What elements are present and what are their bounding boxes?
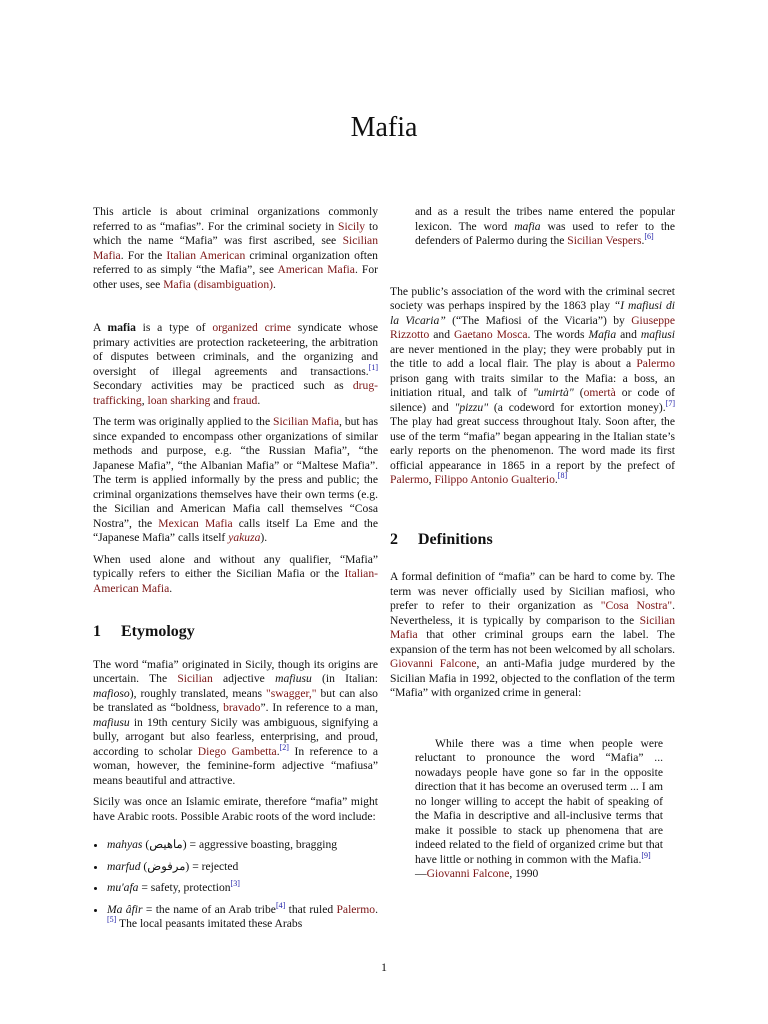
list-continuation: and as a result the tribes name entered the popular lexicon. The word mafia was used to refer to the defenders of Palermo during the Sicilian Vespers.[6] [415, 205, 675, 247]
hatnote: This article is about criminal organizations commonly referred to as “mafias”. For the criminal society in Sicily to which the name “Mafia” was first ascribed, see Sicilian Mafia. For the Italian American criminal organization often referred to as simply “the Mafia”, see American Mafia. For other uses, see Mafia (disambiguation). [93, 205, 378, 291]
citation-4[interactable]: [4] [275, 900, 286, 910]
etymology-paragraph-2: Sicily was once an Islamic emirate, therefore “mafia” might have Arabic roots. Possible Arabic roots of the word include: [93, 795, 378, 823]
page-title: Mafia [350, 112, 418, 143]
link-organized-crime[interactable]: organized crime [212, 321, 291, 334]
section-heading-definitions: 2 Definitions [390, 530, 493, 548]
link-bravado[interactable]: bravado [223, 701, 261, 714]
link-sicilian[interactable]: Sicilian [177, 672, 213, 685]
list-item: • mu'afa = safety, protection[3] [107, 881, 378, 896]
link-loan-sharking[interactable]: loan sharking [147, 393, 211, 407]
link-giovanni-falcone-2[interactable]: Giovanni Falcone [426, 867, 510, 880]
link-italian-american-mafia[interactable]: Italian-American Mafia [93, 567, 378, 595]
page-number: 1 [381, 960, 387, 974]
list-item: • Ma âfir = the name of an Arab tribe[4] that ruled Palermo.[5] The local peasants imitated these Arabs [107, 903, 378, 932]
quote-text: While there was a time when people were reluctant to pronounce the word “Mafia” ... nowadays people have gone so far in the opposite direction that it has become an overused term ... I am no longer willing to accept the habit of speaking of the Mafia in descriptive and all-inclusive terms that make it possible to stack up phenomena that are indeed related to the field of organized crime but that have little or nothing in common with the Mafia.[9] [415, 736, 663, 866]
citation-3[interactable]: [3] [230, 879, 240, 889]
link-cosa-nostra[interactable]: "Cosa Nostra" [600, 599, 673, 612]
citation-6[interactable]: [6] [644, 232, 654, 242]
etymology-paragraph-1: The word “mafia” originated in Sicily, though its origins are uncertain. The Sicilian adjective mafiusu (in Italian: mafioso), roughly translated, means "swagger," but can also be translated as “boldness, bravado”. In reference to a man, mafiusu in 19th century Sicily was ambiguous, signifying a bully, arrogant but also fearless, enterprising, and proud, according to scholar Diego Gambetta.[2] In reference to a woman, however, the feminine-form adjective “mafiusa” means beautiful and attractive. [93, 657, 379, 787]
link-italian-american[interactable]: Italian American [166, 248, 246, 262]
link-drug-trafficking[interactable]: drug-trafficking [93, 379, 378, 407]
link-yakuza[interactable]: yakuza [228, 531, 261, 544]
left-column [93, 205, 378, 939]
link-sicilian-mafia[interactable]: Sicilian Mafia [93, 234, 378, 262]
link-gaetano-mosca[interactable]: Gaetano Mosca [453, 328, 528, 341]
link-mexican-mafia[interactable]: Mexican Mafia [158, 516, 233, 530]
citation-9[interactable]: [9] [641, 850, 651, 860]
citation-8[interactable]: [8] [557, 471, 568, 481]
link-giuseppe-rizzotto[interactable]: Giuseppe Rizzotto [390, 313, 675, 341]
quote-attribution: —Giovanni Falcone, 1990 [415, 867, 539, 880]
link-swagger[interactable]: "swagger," [265, 686, 317, 700]
list-item: • marfud (مرفوض) = rejected [107, 860, 378, 875]
arabic-roots-list [93, 838, 378, 932]
link-palermo-3[interactable]: Palermo [390, 473, 429, 486]
link-american-mafia[interactable]: American Mafia [277, 263, 355, 276]
link-giovanni-falcone[interactable]: Giovanni Falcone [390, 657, 477, 670]
link-filippo-gualterio[interactable]: Filippo Antonio Gualterio [434, 473, 555, 486]
link-palermo[interactable]: Palermo [336, 902, 376, 916]
link-sicily[interactable]: Sicily [338, 219, 366, 233]
list-item: • mahyas (ماهيص) = aggressive boasting, bragging [107, 838, 378, 853]
link-fraud[interactable]: fraud [232, 393, 258, 407]
right-column [390, 205, 675, 882]
citation-5[interactable]: [5] [107, 915, 117, 925]
public-association-paragraph: The public’s association of the word with the criminal secret society was perhaps inspired by the 1863 play “I mafiusi di la Vicaria” (“The Mafiosi of the Vicaria”) by Giuseppe Rizzotto and Gaetano Mosca. The words Mafia and mafiusi are never mentioned in the play; they were probably put in the title to add a local flair. The play is about a Palermo prison gang with traits similar to the Mafia: a boss, an initiation ritual, and talk of "umirtà" (omertà or code of silence) and "pizzu" (a codeword for extortion money).[7] The play had great success throughout Italy. Soon after, the use of the term “mafia” began appearing in the Italian state’s early reports on the phenomenon. The word made its first official appearance in 1865 in a report by the prefect of Palermo, Filippo Antonio Gualterio.[8] [390, 284, 676, 486]
link-sicilian-vespers[interactable]: Sicilian Vespers [567, 234, 642, 247]
link-diego-gambetta[interactable]: Diego Gambetta [197, 744, 277, 758]
citation-7[interactable]: [7] [665, 398, 676, 408]
link-sicilian-mafia-2[interactable]: Sicilian Mafia [273, 415, 340, 428]
intro-paragraph-1: A mafia is a type of organized crime syndicate whose primary activities are protection racketeering, the arbitration of disputes between criminals, and the organizing and oversight of illegal agreements and transactions.[1] Secondary activities may be practiced such as drug-trafficking, loan sharking and fraud. [93, 321, 378, 407]
link-mafia-disambiguation[interactable]: Mafia (disambiguation) [163, 277, 273, 291]
citation-2[interactable]: [2] [279, 742, 289, 752]
section-heading-etymology: 1 Etymology [93, 623, 195, 640]
citation-1[interactable]: [1] [368, 362, 378, 372]
definitions-paragraph: A formal definition of “mafia” can be hard to come by. The term was never officially used by Sicilian mafiosi, who prefer to refer to their organization as "Cosa Nostra". Nevertheless, it is typically by comparison to the Sicilian Mafia that other criminal groups earn the label. The expansion of the term has not been welcomed by all scholars. Giovanni Falcone, an anti-Mafia judge murdered by the Sicilian Mafia in 1992, objected to the conflation of the term “Mafia” with organized crime in general: [390, 570, 675, 699]
link-omerta[interactable]: omertà [583, 386, 616, 399]
link-sicilian-mafia-3[interactable]: Sicilian Mafia [390, 613, 675, 641]
intro-paragraph-2: The term was originally applied to the Sicilian Mafia, but has since expanded to encompass other organizations of similar methods and purpose, e.g. “the Russian Mafia”, “the Japanese Mafia”, “the Albanian Mafia” or “Maltese Mafia”. The term is applied informally by the press and public; the criminal organizations themselves have their own terms (e.g. the Sicilian and American Mafia call themselves “Cosa Nostra”, the Mexican Mafia calls itself La Eme and the “Japanese Mafia” calls itself yakuza). [93, 415, 378, 544]
link-palermo-2[interactable]: Palermo [636, 357, 675, 370]
blockquote [390, 737, 675, 882]
intro-paragraph-3: When used alone and without any qualifier, “Mafia” typically refers to either the Sicilian Mafia or the Italian-American Mafia. [93, 552, 378, 595]
